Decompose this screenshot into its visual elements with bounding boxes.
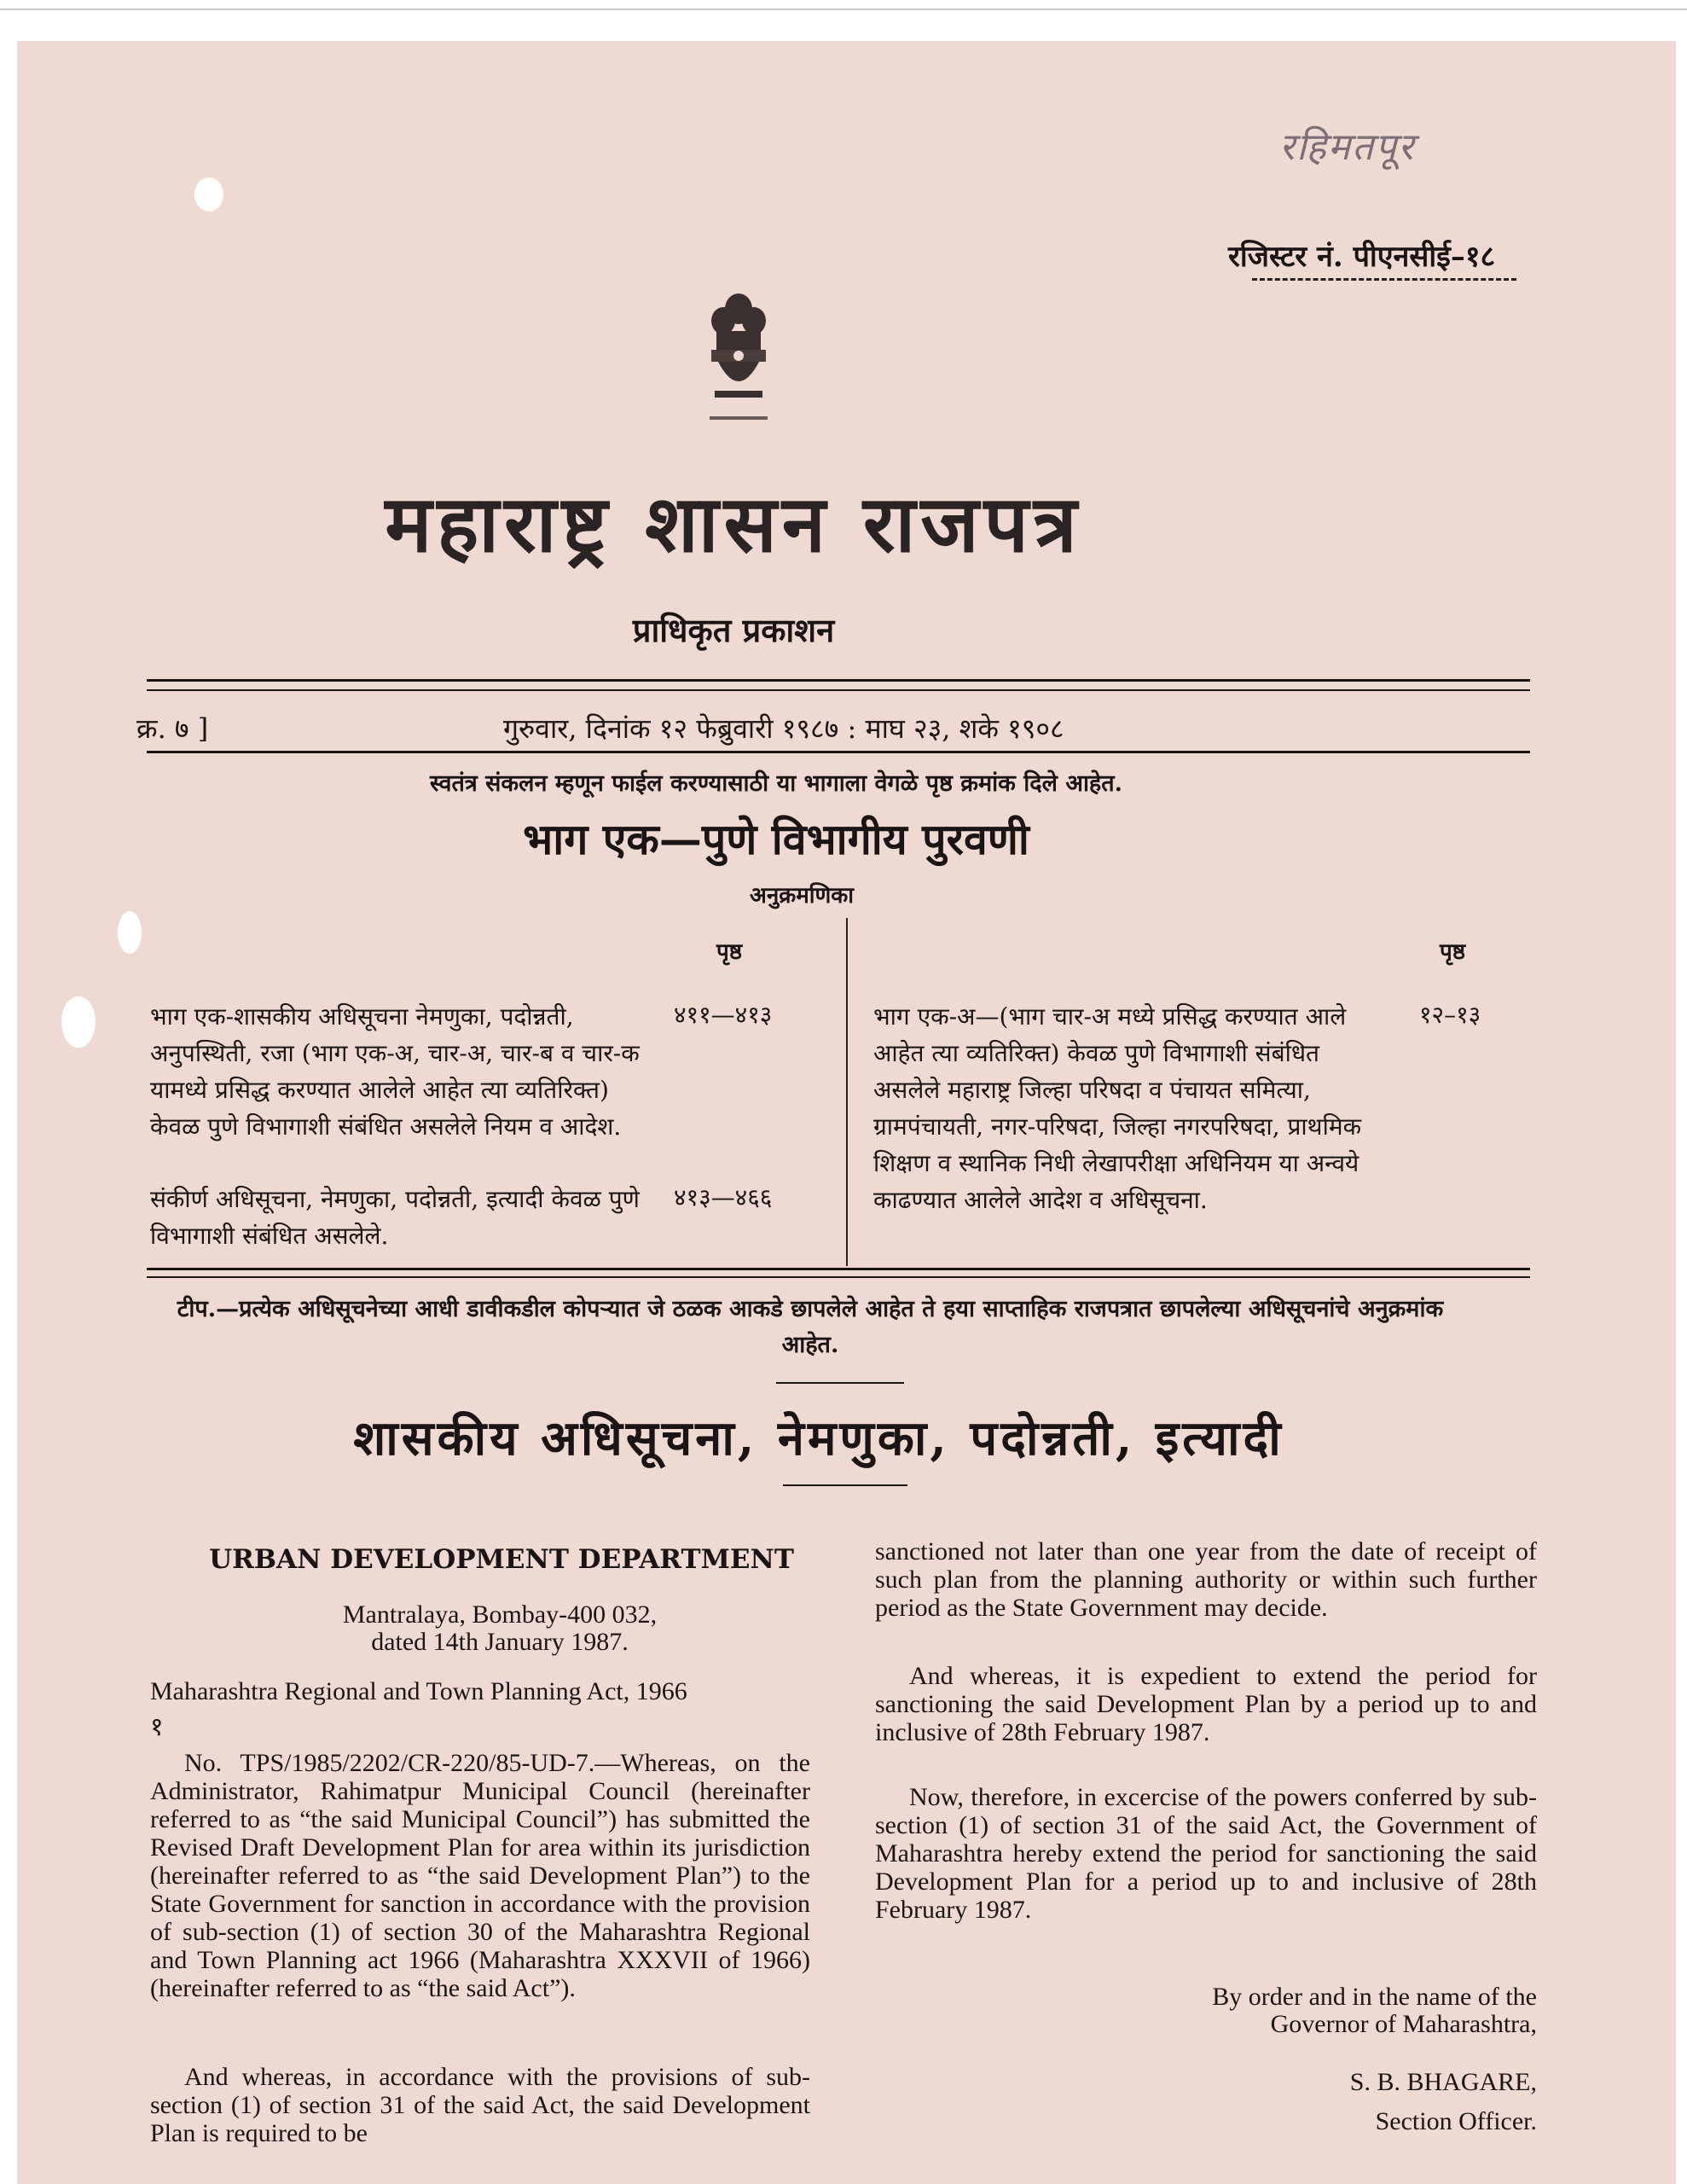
issue-date: गुरुवार, दिनांक १२ फेब्रुवारी १९८७ : माघ २३, शके १९०८ — [503, 712, 1064, 745]
gazette-subtitle: प्राधिकृत प्रकाशन — [632, 611, 835, 649]
paper-hole — [118, 911, 142, 954]
paper-hole — [194, 177, 223, 212]
section-heading: शासकीय अधिसूचना, नेमणुका, पदोन्नती, इत्यादी — [353, 1410, 1284, 1467]
register-number: रजिस्टर नं. पीएनसीई–१८ — [1228, 240, 1496, 274]
handwritten-note: रहिमतपूर — [1279, 125, 1416, 169]
notice-date: dated 14th January 1987. — [371, 1628, 629, 1656]
toc-entry-right: भाग एक-अ—(भाग चार-अ मध्ये प्रसिद्ध करण्यात आले आहेत त्या व्यतिरिक्त) केवळ पुणे विभागाशी संबंधित असलेले महाराष्ट्र जिल्हा परिषदा व पंचायत समित्या, ग्रामपंचायती, नगर-परिषदा, जिल्हा नगरपरिषदा, प्राथमिक शिक्षण व स्थानिक निधी लेखापरीक्षा अधिनियम या अन्वये काढण्यात आलेले आदेश व अधिसूचना. — [873, 1002, 1362, 1214]
toc-pages: १२–१३ — [1419, 1001, 1481, 1029]
header-rule — [147, 679, 1530, 682]
signatory-designation: Section Officer. — [1375, 2107, 1537, 2135]
toc-entry-left: संकीर्ण अधिसूचना, नेमणुका, पदोन्नती, इत्यादी केवळ पुणे विभागाशी संबंधित असलेले. — [150, 1185, 640, 1250]
notification-serial: १ — [150, 1713, 164, 1741]
toc-entry-left: भाग एक-शासकीय अधिसूचना नेमणुका, पदोन्नती, अनुपस्थिती, रजा (भाग एक-अ, चार-अ, चार-ब व चार-क यामध्ये प्रसिद्ध करण्यात आलेले आहेत त्या व्यतिरिक्त) केवळ पुणे विभागाशी संबंधित असलेले नियम व आदेश. — [150, 1002, 640, 1141]
department-heading: URBAN DEVELOPMENT DEPARTMENT — [209, 1544, 794, 1575]
dateline-rule — [147, 751, 1530, 753]
national-emblem-icon — [701, 290, 776, 435]
signatory-name: S. B. BHAGARE, — [1349, 2068, 1537, 2096]
notice-paragraph: No. TPS/1985/2202/CR-220/85-UD-7.—Whereas, on the Administrator, Rahimatpur Municipal Council (hereinafter referred to as “the said Municipal Council”) has submitted the Revised Draft Development Plan for area within its jurisdiction (hereinafter referred to as “the said Development Plan”) to the State Government for sanction in accordance with the provision of sub-section (1) of section 30 of the Maharashtra Regional and Town Planning act 1966 (Maharashtra XXXVII of 1966) (hereinafter referred to as “the said Act”). — [150, 1749, 810, 2002]
order-line: Governor of Maharashtra, — [1270, 2010, 1537, 2038]
index-label: अनुक्रमणिका — [749, 883, 855, 909]
section-rule-top — [776, 1382, 904, 1384]
issue-number: क्र. ७ ] — [136, 712, 209, 745]
notice-paragraph: Now, therefore, in excercise of the powers conferred by sub-section (1) of section 31 of the said Act, the Government of Maharashtra hereby extend the period for sanctioning the said Development Plan for a period up to and inclusive of 28th February 1987. — [875, 1783, 1537, 1924]
scan-top-line — [0, 9, 1687, 10]
separate-pagination-note: स्वतंत्र संकलन म्हणून फाईल करण्यासाठी या भागाला वेगळे पृष्ठ क्रमांक दिले आहेत. — [429, 770, 1123, 797]
remark-note: टीप.—प्रत्येक अधिसूचनेच्या आधी डावीकडील कोपऱ्यात जे ठळक आकडे छापलेले आहेत ते हया साप्ताहिक राजपत्रात छापलेल्या अधिसूचनांचे अनुक्रमांक आहेत. — [177, 1296, 1444, 1358]
notice-place: Mantralaya, Bombay-400 032, — [342, 1600, 658, 1629]
index-rule — [147, 1268, 1530, 1270]
toc-pages: ४११—४१३ — [674, 1001, 773, 1029]
gazette-masthead: महाराष्ट्र शासन राजपत्र — [385, 478, 1082, 570]
part-title: भाग एक—पुणे विभागीय पुरवणी — [523, 814, 1029, 864]
page-column-label-left: पृष्ठ — [716, 939, 743, 965]
index-column-divider — [846, 918, 848, 1266]
notice-paragraph: And whereas, it is expedient to extend the period for sanctioning the said Development Plan by a period up to and inclusive of 28th February 1987. — [875, 1662, 1537, 1746]
register-underline — [1252, 278, 1516, 281]
act-title: Maharashtra Regional and Town Planning Act, 1966 — [150, 1677, 687, 1705]
page-column-label-right: पृष्ठ — [1440, 939, 1466, 965]
toc-pages: ४१३—४६६ — [674, 1183, 773, 1211]
index-rule — [147, 1276, 1530, 1278]
section-rule-bottom — [783, 1484, 907, 1486]
order-line: By order and in the name of the — [1212, 1983, 1537, 2011]
paper-hole — [61, 996, 96, 1048]
notice-paragraph: sanctioned not later than one year from the date of receipt of such plan from the planning authority or within such further period as the State Government may decide. — [875, 1537, 1537, 1622]
header-rule — [147, 689, 1530, 691]
notice-paragraph: And whereas, in accordance with the provisions of sub-section (1) of section 31 of the said Act, the said Development Plan is required to be — [150, 2063, 810, 2147]
